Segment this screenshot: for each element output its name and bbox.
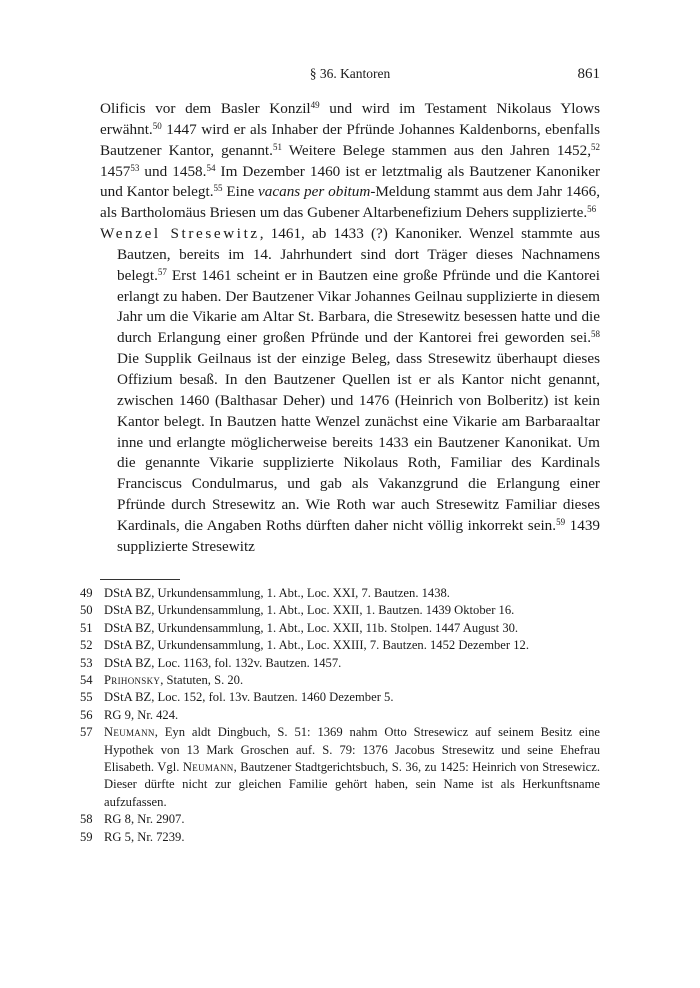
footnote-number: 52: [80, 638, 93, 653]
footnote: [80, 655, 600, 672]
text-run: Die Supplik Geilnaus ist der einzige Beleg, dass Stresewitz überhaupt dieses Offizium besaß. In den Bautzener Quellen ist er als Kantor nicht genannt, zwischen 1460 (Balthasar Deher) und 1476 (Heinrich von Bolberitz) ist kein Kantor belegt. In Bautzen hatte Wenzel zunächst eine Vikarie am Barbaraaltar inne und erlangte möglicherweise bereits 1433 ein Bautzener Kanonikat. Um die genannte Vikarie supplizierte Nikolaus Roth, Familiar des Kardinals Franciscus Condulmarus, und gab als Vakanzgrund die Erlangung einer Pfründe durch Stresewitz an. Wie Roth war auch Stresewitz Familiar dieses Kardinals, die Angaben Roths dürften daher nicht völlig inkorrekt sein.: [117, 350, 600, 534]
text-run: 1439 supplizierte Stresewitz: [117, 516, 600, 555]
footnote-number: 50: [80, 603, 93, 618]
footnote: [80, 602, 600, 619]
footnote-number: 54: [80, 673, 93, 688]
footnote-text: DStA BZ, Urkundensammlung, 1. Abt., Loc. XXII, 1. Bautzen. 1439 Oktober 16.: [104, 603, 515, 618]
footnote-ref[interactable]: 49: [310, 100, 320, 110]
paragraph-continuation: [100, 99, 600, 224]
text-run: 1447 wird er als Inhaber der Pfründe Johannes Kaldenborns, ebenfalls Bautzener Kantor, genannt.: [100, 120, 600, 159]
text-run: -Meldung stammt aus dem Jahr 1466, als Bartholomäus Briesen um das Gubener Altarbenefizium Dehers supplizierte.: [100, 183, 600, 222]
entry-name: Wenzel Stresewitz: [100, 225, 260, 243]
footnote-number: 49: [80, 586, 93, 600]
main-text: [100, 99, 600, 558]
footnotes: [80, 585, 600, 846]
italic-term: vacans per obitum: [258, 183, 371, 201]
running-header: [100, 66, 600, 86]
author-name: Neumann: [182, 760, 234, 775]
author-name: Neumann: [104, 725, 155, 740]
footnote-number: 55: [80, 690, 93, 705]
footnote-text: , Statuten, S. 20.: [160, 673, 244, 688]
author-name: Prihonsky: [104, 673, 161, 688]
footnote-number: 57: [80, 725, 93, 740]
text-run: und 1458.: [139, 162, 207, 180]
text-run: Weitere Belege stammen aus den Jahren 1452,: [281, 141, 592, 159]
footnote-number: 59: [80, 829, 93, 844]
footnote-ref[interactable]: 59: [556, 516, 566, 527]
footnote: [80, 724, 600, 811]
footnote-ref[interactable]: 50: [152, 120, 162, 131]
text-run: Im Dezember 1460 ist er letztmalig als Bautzener Kanoniker und Kantor belegt.: [100, 162, 601, 201]
footnote-text: DStA BZ, Urkundensammlung, 1. Abt., Loc. XXIII, 7. Bautzen. 1452 Dezember 12.: [104, 638, 529, 653]
footnote-text: DStA BZ, Loc. 1163, fol. 132v. Bautzen. 1457.: [104, 655, 342, 670]
footnote-ref[interactable]: 58: [591, 329, 600, 340]
footnote-number: 53: [80, 655, 93, 670]
footnote-ref[interactable]: 55: [213, 183, 223, 194]
footnote: [80, 637, 600, 654]
text-run: Erst 1461 scheint er in Bautzen eine große Pfründe und die Kantorei erlangt zu haben. Der Bautzener Vikar Johannes Geilnau supplizierte in diesem Jahr um die Vikarie am Altar St. Barbara, die Stresewitz besessen hatte und die durch Erlangung einer großen Pfründe und der Kantorei frei geworden sei.: [117, 266, 600, 347]
footnote-text: , Eyn aldt Dingbuch, S. 51: 1369 nahm Otto Stresewicz auf seinem Besitz eine Hypothek von 13 Mark Groschen auf. S. 79: 1376 Jacobus Stresewitz und seine Ehefrau Elisabeth. Vgl.: [104, 725, 600, 775]
text-run: , 1461, ab 1433 (?) Kanoniker. Wenzel stammte aus Bautzen, bereits im 14. Jahrhundert sind dort Träger dieses Nachnamens belegt.: [117, 225, 600, 284]
footnote-text: RG 9, Nr. 424.: [104, 707, 179, 722]
footnote-text: DStA BZ, Urkundensammlung, 1. Abt., Loc. XXII, 11b. Stolpen. 1447 August 30.: [104, 620, 519, 635]
footnote-text: RG 5, Nr. 7239.: [104, 829, 185, 844]
footnote-ref[interactable]: 57: [157, 266, 167, 277]
text-run: 1457: [100, 162, 131, 180]
footnote: [80, 811, 600, 828]
footnote: [80, 620, 600, 637]
footnote-ref[interactable]: 51: [272, 141, 282, 152]
footnote-divider: [100, 579, 180, 580]
text-run: und wird im Testament Nikolaus Ylows erwähnt.: [100, 100, 600, 138]
text-run: Olificis vor dem Basler Konzil: [100, 100, 311, 117]
footnote: [80, 707, 600, 724]
footnote-text: DStA BZ, Urkundensammlung, 1. Abt., Loc. XXI, 7. Bautzen. 1438.: [104, 586, 450, 600]
page-number: 861: [577, 66, 600, 82]
footnote-ref[interactable]: 52: [591, 141, 601, 152]
footnote-ref[interactable]: 53: [130, 162, 140, 173]
footnote-text: DStA BZ, Loc. 152, fol. 13v. Bautzen. 1460 Dezember 5.: [104, 690, 394, 705]
footnote: [80, 689, 600, 706]
footnote: [80, 829, 600, 846]
footnote-number: 58: [80, 812, 93, 827]
footnote: [80, 585, 600, 602]
footnote-ref[interactable]: 56: [587, 204, 597, 215]
section-title: § 36. Kantoren: [309, 66, 391, 81]
footnote: [80, 672, 600, 689]
footnote-number: 51: [80, 620, 93, 635]
entry-wenzel-stresewitz: [100, 224, 600, 558]
text-run: Eine: [222, 183, 259, 201]
footnote-text: , Bautzener Stadtgerichtsbuch, S. 36, zu 1425: Heinrich von Stresewicz. Dieser dürfte nicht zur gleichen Familie gehört haben, sein Name ist als Herkunftsname aufzufassen.: [104, 760, 600, 809]
footnote-number: 56: [80, 707, 93, 722]
footnote-ref[interactable]: 54: [206, 162, 216, 173]
footnote-text: RG 8, Nr. 2907.: [104, 812, 185, 827]
